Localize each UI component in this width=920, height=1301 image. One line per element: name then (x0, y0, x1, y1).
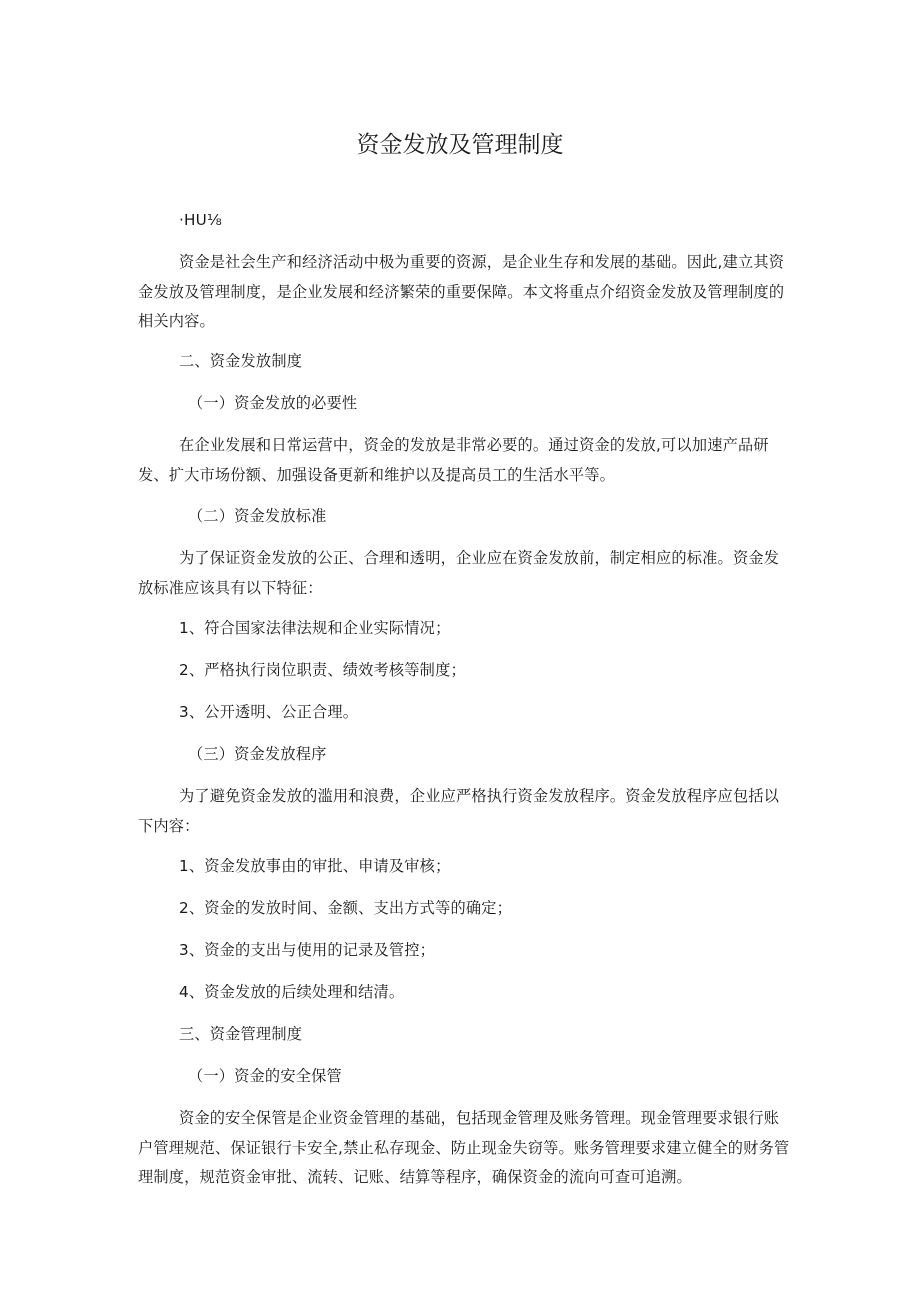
intro-paragraph: 资金是社会生产和经济活动中极为重要的资源，是企业生存和发展的基础。因此,建立其资金发放及管理制度，是企业发展和经济繁荣的重要保障。本文将重点介绍资金发放及管理制度的相关内容。 (138, 253, 785, 330)
list-item: 2、严格执行岗位职责、绩效考核等制度； (179, 661, 466, 679)
intro-heading: ·HU⅛ (179, 211, 222, 229)
list-item: 1、符合国家法律法规和企业实际情况； (179, 619, 451, 637)
section2-part2-paragraph: 为了保证资金发放的公正、合理和透明，企业应在资金发放前，制定相应的标准。资金发放标准应该具有以下特征： (138, 549, 780, 597)
list-item: 4、资金发放的后续处理和结清。 (179, 983, 405, 1001)
section2-part1-paragraph: 在企业发展和日常运营中，资金的发放是非常必要的。通过资金的发放,可以加速产品研发、扩大市场份额、加强设备更新和维护以及提高员工的生活水平等。 (138, 436, 769, 484)
list-item: 3、资金的支出与使用的记录及管控； (179, 941, 436, 959)
section3-part1-paragraph: 资金的安全保管是企业资金管理的基础，包括现金管理及账务管理。现金管理要求银行账户管理规范、保证银行卡安全,禁止私存现金、防止现金失窃等。账务管理要求建立健全的财务管理制度，规范资金审批、流转、记账、结算等程序，确保资金的流向可查可追溯。 (138, 1109, 790, 1186)
section2-heading: 二、资金发放制度 (179, 352, 303, 370)
section2-part1-heading: （一）资金发放的必要性 (188, 394, 358, 412)
list-item: 3、公开透明、公正合理。 (179, 703, 359, 721)
section3-part1-heading: （一）资金的安全保管 (188, 1067, 342, 1085)
document-title: 资金发放及管理制度 (356, 132, 564, 158)
list-item: 2、资金的发放时间、金额、支出方式等的确定； (179, 899, 513, 917)
section2-part3-paragraph: 为了避免资金发放的滥用和浪费，企业应严格执行资金发放程序。资金发放程序应包括以下内容： (138, 787, 780, 835)
section3-heading: 三、资金管理制度 (179, 1025, 303, 1043)
section2-part3-heading: （三）资金发放程序 (188, 745, 327, 763)
list-item: 1、资金发放事由的审批、申请及审核； (179, 857, 451, 875)
section2-part2-heading: （二）资金发放标准 (188, 507, 327, 525)
